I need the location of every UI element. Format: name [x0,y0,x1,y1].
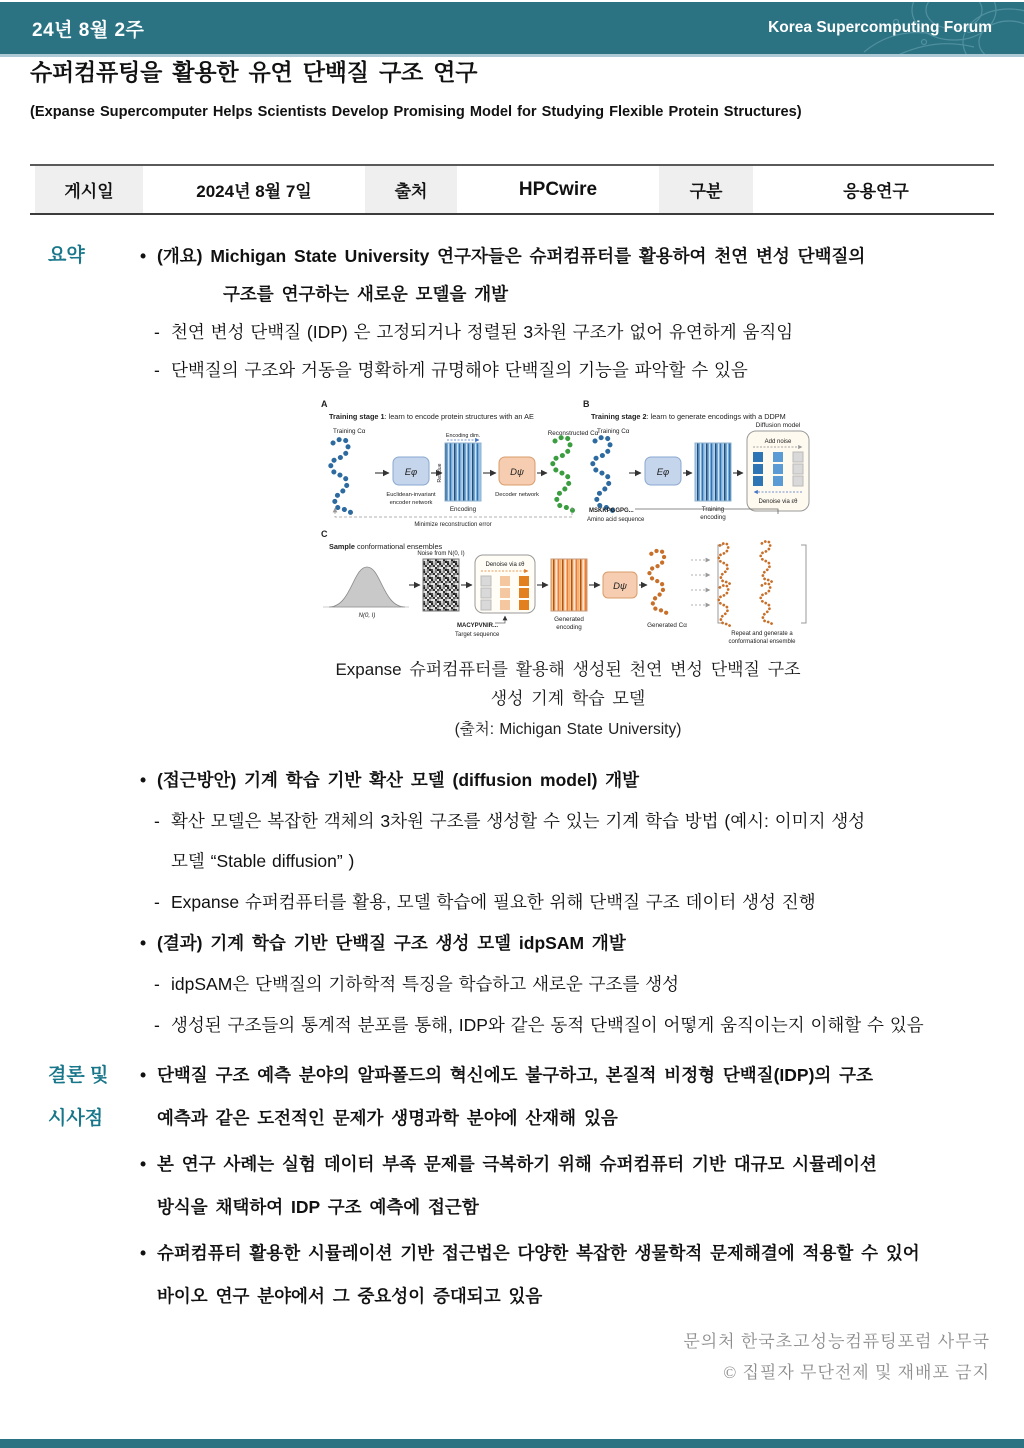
summary-list-top [140,237,996,389]
footer-line-1: 문의처 한국초고성능컴퓨팅포럼 사무국 [683,1332,990,1351]
svg-text:MSKKPGGPG...: MSKKPGGPG... [589,508,634,514]
figure-caption [140,655,996,744]
caption-line-2: 생성 기계 학습 모델 [490,689,646,708]
conclusion-label-line1: 결론 및 [48,1065,109,1086]
svg-text:encoding: encoding [556,624,582,631]
bullet-lines [157,760,996,800]
bullet-marker: • [140,1243,147,1263]
svg-text:Residue: Residue [437,463,443,483]
bullet-line: 단백질 구조 예측 분야의 알파폴드의 혁신에도 불구하고, 본질적 비정형 단백질(IDP)의 구조 [157,1065,873,1085]
svg-text:Repeat and generate a: Repeat and generate a [731,631,793,637]
svg-text:Euclidean-invariant: Euclidean-invariant [386,492,436,498]
svg-text:Generated Cα: Generated Cα [647,622,687,629]
bullet-marker: • [140,770,147,790]
conclusion-list [140,1054,996,1318]
svg-text:Decoder network: Decoder network [495,492,539,498]
list-item [140,964,996,1004]
svg-text:Reconstructed Cα: Reconstructed Cα [547,430,599,437]
bullet-lines [171,882,996,922]
list-item [140,1054,996,1140]
bullet-line: (개요) Michigan State University 연구자들은 슈퍼컴퓨터를 활용하여 천연 변성 단백질의 [157,246,866,266]
list-item [140,351,996,389]
encoding-heatmap [445,443,481,501]
footer-line-2: © 집필자 무단전제 및 재배포 금지 [723,1363,990,1382]
figure-panel-a [321,399,599,528]
svg-text:N(0, I): N(0, I) [358,613,376,619]
list-item [140,882,996,922]
list-item [140,237,996,313]
svg-text:Amino acid sequence: Amino acid sequence [587,517,645,523]
gaussian-curve [329,567,405,607]
bottom-bar [0,1439,1024,1448]
bullet-line: 바이오 연구 분야에서 그 중요성이 증대되고 있음 [157,1286,543,1306]
noise-image [423,559,459,611]
bullet-line: 슈퍼컴퓨터 활용한 시뮬레이션 기반 접근법은 다양한 복잡한 생물학적 문제해결에 적용할 수 있어 [157,1243,920,1263]
svg-text:Generated: Generated [554,616,584,623]
bullet-marker: - [154,322,160,342]
meta-table [30,164,994,215]
svg-text:Denoise via εθ: Denoise via εθ [758,499,798,505]
svg-text:MACYPVNIR...: MACYPVNIR... [457,623,499,629]
bullet-marker: • [140,1065,147,1085]
svg-text:C: C [321,529,328,539]
conclusion-label [0,1054,140,1321]
svg-text:encoding: encoding [700,514,726,521]
list-item [140,1143,996,1229]
svg-text:Add noise: Add noise [764,439,792,445]
svg-text:Diffusion model: Diffusion model [755,422,801,429]
conclusion-section [0,1054,1024,1321]
summary-body [140,237,1024,1046]
panel-a-letter: A [321,399,328,409]
meta-label-cell: 구분 [654,166,758,213]
bullet-line: 모델 “Stable diffusion” ) [171,851,355,871]
meta-label-cell: 게시일 [30,166,148,213]
footer-contact [683,1326,990,1388]
meta-value-cell: HPCwire [462,166,654,213]
bullet-lines [171,1005,996,1045]
issue-date: 24년 8월 2주 [32,19,145,41]
reconstructed-protein-chain [553,437,573,511]
svg-text:B: B [583,399,590,409]
bullet-line: 본 연구 사례는 실험 데이터 부족 문제를 극복하기 위해 슈퍼컴퓨터 기반 대규모 시뮬레이션 [157,1154,877,1174]
conformational-ensemble [719,541,772,626]
svg-text:Dψ: Dψ [613,581,627,592]
meta-value-cell: 응용연구 [758,166,994,213]
bullet-line: 단백질의 구조와 거동을 명확하게 규명해야 단백질의 기능을 파악할 수 있음 [171,360,748,380]
training-encoding-heatmap [695,443,731,501]
bullet-lines [171,801,996,881]
list-item [140,801,996,881]
summary-section [0,237,1024,1046]
list-item [140,313,996,351]
meta-label-cell: 출처 [360,166,462,213]
page-title: 슈퍼컴퓨팅을 활용한 유연 단백질 구조 연구 [30,59,478,85]
svg-text:encoder network: encoder network [389,500,433,506]
bullet-marker: • [140,1154,147,1174]
generated-protein-chain [649,551,666,614]
svg-text:conformational ensemble: conformational ensemble [728,639,796,645]
svg-text:Eφ: Eφ [404,467,418,478]
page-subtitle: (Expanse Supercomputer Helps Scientists Develop Promising Model for Studying Flexible Protein Structures) [30,104,802,120]
generated-encoding-heatmap [551,559,587,611]
svg-text:Encoding: Encoding [449,506,477,513]
bullet-line: 천연 변성 단백질 (IDP) 은 고정되거나 정렬된 3차원 구조가 없어 유연하게 움직임 [171,322,794,342]
bullet-marker: • [140,246,147,266]
meta-value-cell: 2024년 8월 7일 [148,166,360,213]
bullet-lines [157,1143,996,1229]
bullet-lines [157,1054,996,1140]
bullet-line: (결과) 기계 학습 기반 단백질 구조 생성 모델 idpSAM 개발 [157,933,626,953]
bullet-marker: • [140,933,147,953]
bullet-lines [171,351,996,389]
svg-text:Training Cα: Training Cα [597,428,630,435]
svg-text:Training: Training [701,506,725,513]
list-item [140,760,996,800]
svg-text:Training stage 2: learn to gen: Training stage 2: learn to generate encodings with a DDPM [591,412,786,421]
bullet-line: 방식을 채택하여 IDP 구조 예측에 접근함 [157,1197,479,1217]
list-item [140,1232,996,1318]
figure-diagram [295,395,815,647]
caption-line-1: Expanse 슈퍼컴퓨터를 활용해 생성된 천연 변성 단백질 구조 [335,660,801,679]
summary-label: 요약 [48,245,85,266]
denoise-steps-squares [481,576,529,610]
header-bar [0,2,1024,57]
caption-source: (출처: Michigan State University) [454,721,682,738]
svg-text:Sample conformational ensemble: Sample conformational ensembles [329,542,443,551]
bullet-line: 확산 모델은 복잡한 객체의 3차원 구조를 생성할 수 있는 기계 학습 방법 (예시: 이미지 생성 [171,811,866,831]
svg-text:Eφ: Eφ [656,467,670,478]
bullet-marker: - [154,1015,160,1035]
svg-text:Training stage 1: learn to enc: Training stage 1: learn to encode protein structures with an AE [329,412,534,421]
svg-text:Training Cα: Training Cα [333,428,366,435]
bullet-lines [157,237,996,313]
bullet-lines [171,313,996,351]
bullet-marker: - [154,974,160,994]
bullet-lines [171,964,996,1004]
bullet-lines [157,1232,996,1318]
svg-text:Dψ: Dψ [510,467,524,478]
bullet-line: 구조를 연구하는 새로운 모델을 개발 [223,284,509,304]
figure-block [295,395,815,647]
bullet-line: Expanse 슈퍼컴퓨터를 활용, 모델 학습에 필요한 위해 단백질 구조 데이터 생성 진행 [171,892,816,912]
summary-list-bottom [140,760,996,1045]
bullet-line: 예측과 같은 도전적인 문제가 생명과학 분야에 산재해 있음 [157,1108,618,1128]
list-item [140,923,996,963]
figure-panel-b [583,399,809,523]
conclusion-label-line2: 시사점 [48,1108,104,1129]
bullet-lines [157,923,996,963]
bullet-line: (접근방안) 기계 학습 기반 확산 모델 (diffusion model) 개발 [157,770,640,790]
svg-text:Noise from N(0, I): Noise from N(0, I) [417,551,465,557]
svg-text:Encoding dim.: Encoding dim. [445,433,481,439]
noise-steps-squares [753,452,803,486]
bullet-marker: - [154,892,160,912]
training-protein-chain [331,439,351,513]
bullet-line: 생성된 구조들의 통계적 분포를 통해, IDP와 같은 동적 단백질이 어떻게 움직이는지 이해할 수 있음 [171,1015,924,1035]
bullet-line: idpSAM은 단백질의 기하학적 특징을 학습하고 새로운 구조를 생성 [171,974,680,994]
list-item [140,1005,996,1045]
svg-text:Minimize reconstruction error: Minimize reconstruction error [414,522,492,528]
figure-panel-c [321,529,806,645]
conclusion-body [140,1054,1024,1321]
bullet-marker: - [154,360,160,380]
svg-text:Denoise via εθ: Denoise via εθ [485,562,525,568]
svg-text:Target sequence: Target sequence [455,632,500,638]
forum-brand: Korea Supercomputing Forum [768,19,992,36]
bullet-marker: - [154,811,160,831]
